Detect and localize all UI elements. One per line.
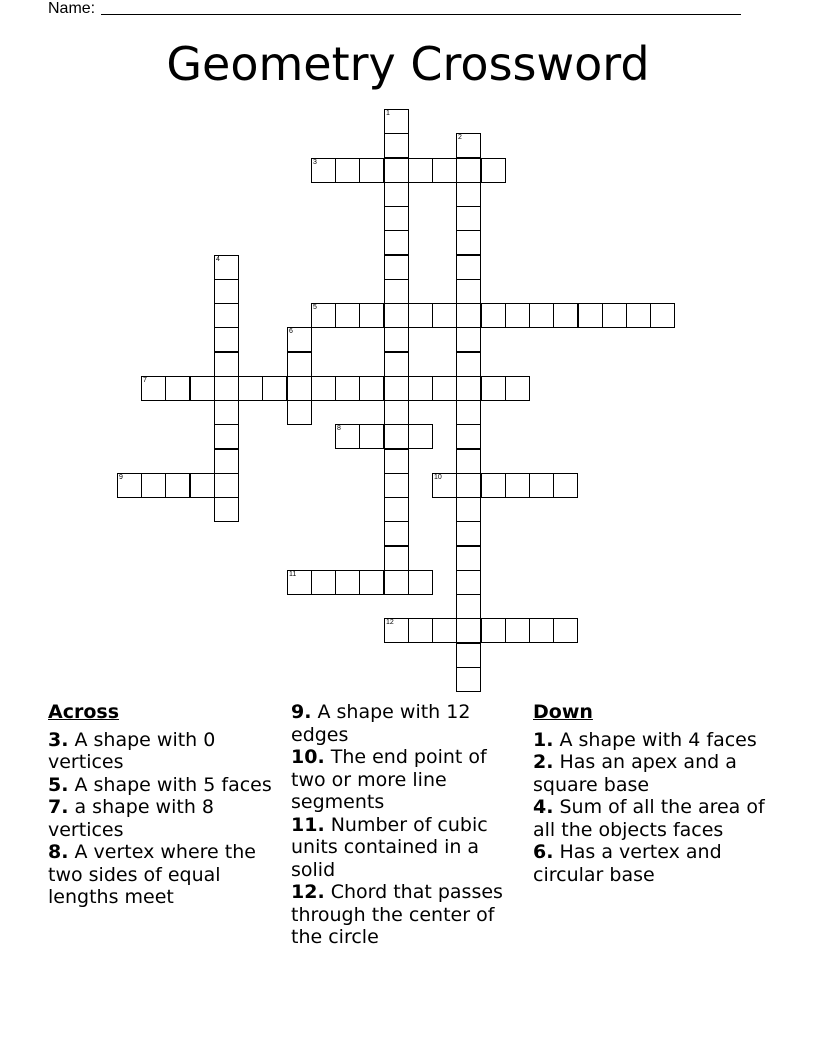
crossword-cell[interactable] [359, 303, 384, 328]
clues-column-down [533, 701, 768, 886]
crossword-cell[interactable] [384, 206, 409, 231]
crossword-cell[interactable] [311, 376, 336, 401]
crossword-cell[interactable] [408, 570, 433, 595]
clue-item-text: A shape with 0 vertices [48, 728, 216, 773]
crossword-cell[interactable] [650, 303, 675, 328]
clue-item [533, 796, 768, 841]
crossword-cell[interactable] [626, 303, 651, 328]
crossword-cell[interactable] [384, 352, 409, 377]
crossword-cell[interactable] [408, 618, 433, 643]
crossword-cell[interactable] [432, 618, 457, 643]
crossword-cell[interactable] [384, 424, 409, 449]
crossword-cell[interactable] [384, 546, 409, 571]
crossword-cell[interactable] [141, 473, 166, 498]
clue-number: 7 [143, 377, 147, 384]
crossword-cell[interactable] [578, 303, 603, 328]
crossword-cell[interactable] [214, 400, 239, 425]
crossword-cell[interactable] [456, 206, 481, 231]
clue-item-number: 3. [48, 728, 69, 751]
crossword-cell[interactable] [456, 473, 481, 498]
clue-item [533, 751, 768, 796]
crossword-cell[interactable] [602, 303, 627, 328]
clue-number: 10 [434, 474, 442, 481]
crossword-cell[interactable] [384, 158, 409, 183]
crossword-cell[interactable] [335, 303, 360, 328]
crossword-cell[interactable] [311, 303, 336, 328]
crossword-cell[interactable] [214, 424, 239, 449]
clue-item-number: 7. [48, 796, 69, 818]
clue-item [48, 774, 283, 797]
crossword-cell[interactable] [165, 376, 190, 401]
clue-item-number: 10. [291, 746, 325, 768]
crossword-cell[interactable] [456, 521, 481, 546]
crossword-cell[interactable] [408, 424, 433, 449]
crossword-cell[interactable] [214, 279, 239, 304]
clue-item-number: 5. [48, 773, 69, 796]
crossword-cell[interactable] [529, 303, 554, 328]
crossword-cell[interactable] [214, 255, 239, 280]
crossword-cell[interactable] [481, 303, 506, 328]
crossword-cell[interactable] [384, 230, 409, 255]
crossword-cell[interactable] [456, 594, 481, 619]
crossword-cell[interactable] [214, 376, 239, 401]
clue-item-number: 9. [291, 701, 312, 723]
crossword-cell[interactable] [384, 303, 409, 328]
crossword-cell[interactable] [384, 255, 409, 280]
crossword-cell[interactable] [384, 376, 409, 401]
across-clue-list-continued [291, 701, 526, 949]
crossword-cell[interactable] [456, 255, 481, 280]
crossword-cell[interactable] [553, 303, 578, 328]
crossword-cell[interactable] [287, 327, 312, 352]
down-heading: Down [533, 701, 593, 723]
clue-number: 3 [313, 159, 317, 166]
crossword-cell[interactable] [432, 473, 457, 498]
page-title: Geometry Crossword [166, 37, 650, 91]
clue-number: 4 [216, 256, 220, 263]
clue-item [291, 814, 526, 882]
crossword-cell[interactable] [408, 158, 433, 183]
clue-item-text: a shape with 8 vertices [48, 796, 214, 841]
crossword-cell[interactable] [432, 303, 457, 328]
crossword-cell[interactable] [456, 133, 481, 158]
clue-number: 6 [289, 328, 293, 335]
crossword-cell[interactable] [481, 618, 506, 643]
clue-item-number: 6. [533, 841, 554, 863]
crossword-cell[interactable] [287, 570, 312, 595]
clue-item-text: Chord that passes through the center of the circle [291, 881, 503, 948]
crossword-cell[interactable] [359, 570, 384, 595]
down-clue-list [533, 729, 768, 887]
clues-column-across [48, 701, 283, 909]
crossword-cell[interactable] [214, 449, 239, 474]
crossword-cell[interactable] [384, 521, 409, 546]
crossword-cell[interactable] [384, 279, 409, 304]
clue-item-text: A vertex where the two sides of equal lengths meet [48, 841, 256, 908]
crossword-cell[interactable] [214, 327, 239, 352]
clue-number: 9 [119, 474, 123, 481]
crossword-cell[interactable] [456, 352, 481, 377]
crossword-cell[interactable] [408, 303, 433, 328]
crossword-cell[interactable] [505, 618, 530, 643]
clue-item-text: A shape with 4 faces [553, 728, 757, 751]
crossword-cell[interactable] [214, 303, 239, 328]
clue-item-text: A shape with 12 edges [291, 701, 471, 746]
crossword-cell[interactable] [456, 182, 481, 207]
clue-number: 5 [313, 304, 317, 311]
clue-item [533, 729, 768, 752]
crossword-cell[interactable] [359, 424, 384, 449]
crossword-cell[interactable] [456, 497, 481, 522]
crossword-cell[interactable] [335, 376, 360, 401]
crossword-cell[interactable] [238, 376, 263, 401]
crossword-cell[interactable] [335, 158, 360, 183]
crossword-cell[interactable] [190, 376, 215, 401]
clue-number: 12 [386, 619, 394, 626]
clue-item [291, 746, 526, 814]
crossword-cell[interactable] [287, 352, 312, 377]
crossword-cell[interactable] [384, 327, 409, 352]
crossword-cell[interactable] [456, 667, 481, 692]
clue-item [291, 701, 526, 746]
across-heading: Across [48, 701, 120, 723]
clue-item-text: A shape with 5 faces [68, 773, 272, 796]
crossword-cell[interactable] [408, 376, 433, 401]
crossword-cell[interactable] [481, 158, 506, 183]
clue-item-text: The end point of two or more line segments [291, 746, 487, 813]
clue-item-number: 2. [533, 751, 554, 773]
crossword-cell[interactable] [481, 376, 506, 401]
crossword-cell[interactable] [262, 376, 287, 401]
clue-item-text: Has a vertex and circular base [533, 841, 722, 886]
crossword-cell[interactable] [117, 473, 142, 498]
crossword-cell[interactable] [456, 546, 481, 571]
crossword-cell[interactable] [311, 570, 336, 595]
crossword-cell[interactable] [335, 424, 360, 449]
crossword-cell[interactable] [384, 618, 409, 643]
crossword-cell[interactable] [335, 570, 360, 595]
crossword-cell[interactable] [456, 643, 481, 668]
clue-item [291, 881, 526, 949]
clue-item [48, 841, 283, 909]
crossword-cell[interactable] [432, 376, 457, 401]
crossword-cell[interactable] [311, 158, 336, 183]
crossword-cell[interactable] [481, 473, 506, 498]
clue-item-number: 1. [533, 728, 554, 751]
crossword-cell[interactable] [505, 303, 530, 328]
crossword-cell[interactable] [456, 449, 481, 474]
across-clue-list [48, 729, 283, 909]
crossword-cell[interactable] [384, 133, 409, 158]
crossword-cell[interactable] [190, 473, 215, 498]
crossword-cell[interactable] [553, 618, 578, 643]
crossword-cell[interactable] [505, 473, 530, 498]
crossword-cell[interactable] [384, 473, 409, 498]
crossword-cell[interactable] [384, 182, 409, 207]
crossword-cell[interactable] [529, 473, 554, 498]
crossword-cell[interactable] [214, 352, 239, 377]
clue-item-number: 11. [291, 813, 325, 836]
clue-number: 1 [386, 110, 390, 117]
crossword-cell[interactable] [384, 497, 409, 522]
crossword-cell[interactable] [456, 618, 481, 643]
crossword-cell[interactable] [553, 473, 578, 498]
crossword-cell[interactable] [456, 570, 481, 595]
crossword-cell[interactable] [456, 400, 481, 425]
crossword-cell[interactable] [165, 473, 190, 498]
crossword-cell[interactable] [456, 158, 481, 183]
crossword-cell[interactable] [287, 376, 312, 401]
clue-item-text: Has an apex and a square base [533, 751, 737, 796]
crossword-cell[interactable] [287, 400, 312, 425]
crossword-cell[interactable] [214, 497, 239, 522]
crossword-cell[interactable] [505, 376, 530, 401]
crossword-cell[interactable] [359, 376, 384, 401]
crossword-cell[interactable] [456, 279, 481, 304]
crossword-cell[interactable] [432, 158, 457, 183]
crossword-cell[interactable] [384, 570, 409, 595]
name-label: Name: [48, 0, 96, 17]
crossword-cell[interactable] [384, 109, 409, 134]
clue-item [533, 841, 768, 886]
clue-number: 2 [458, 134, 462, 141]
clue-item-number: 12. [291, 881, 325, 903]
crossword-cell[interactable] [384, 400, 409, 425]
clue-item-text: Sum of all the area of all the objects faces [533, 796, 765, 841]
crossword-cell[interactable] [141, 376, 166, 401]
clue-item [48, 729, 283, 774]
clue-number: 8 [337, 425, 341, 432]
crossword-cell[interactable] [456, 230, 481, 255]
crossword-cell[interactable] [214, 473, 239, 498]
crossword-cell[interactable] [456, 376, 481, 401]
clue-number: 11 [289, 571, 297, 578]
crossword-cell[interactable] [456, 424, 481, 449]
clues-column-across-continued [291, 701, 526, 949]
crossword-cell[interactable] [359, 158, 384, 183]
clue-item-number: 8. [48, 841, 69, 863]
crossword-cell[interactable] [456, 327, 481, 352]
crossword-cell[interactable] [529, 618, 554, 643]
crossword-cell[interactable] [456, 303, 481, 328]
clue-item [48, 796, 283, 841]
crossword-cell[interactable] [384, 449, 409, 474]
clue-item-number: 4. [533, 796, 554, 818]
clue-item-text: Number of cubic units contained in a solid [291, 813, 488, 881]
